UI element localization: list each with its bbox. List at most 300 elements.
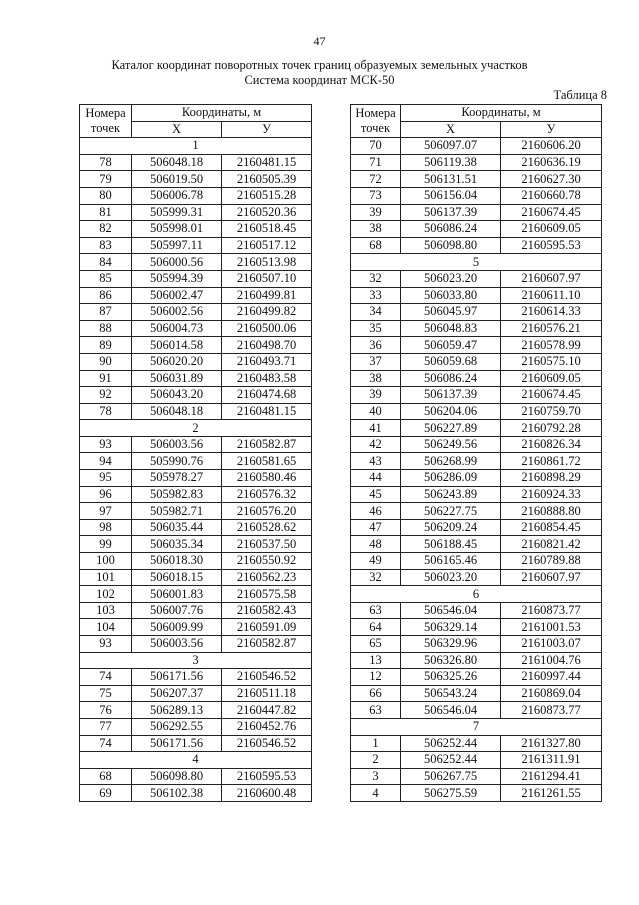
point-number-cell: 76 (80, 702, 132, 719)
y-header: У (222, 121, 312, 138)
x-coordinate-cell: 506252.44 (401, 735, 501, 752)
point-number-cell: 63 (351, 602, 401, 619)
y-coordinate-cell: 2160515.28 (222, 187, 312, 204)
y-coordinate-cell: 2160609.05 (501, 370, 602, 387)
y-coordinate-cell: 2160873.77 (501, 702, 602, 719)
y-coordinate-cell: 2160499.82 (222, 304, 312, 321)
table-row (351, 470, 602, 487)
x-coordinate-cell: 506031.89 (132, 370, 222, 387)
y-coordinate-cell: 2160789.88 (501, 553, 602, 570)
table-row (351, 237, 602, 254)
table-row (351, 752, 602, 769)
y-coordinate-cell: 2160997.44 (501, 669, 602, 686)
x-coordinate-cell: 506086.24 (401, 221, 501, 238)
y-coordinate-cell: 2160582.87 (222, 436, 312, 453)
table-row (351, 387, 602, 404)
point-number-cell: 81 (80, 204, 132, 221)
table-row (80, 154, 312, 171)
y-coordinate-cell: 2160674.45 (501, 387, 602, 404)
y-coordinate-cell: 2160481.15 (222, 154, 312, 171)
x-coordinate-cell: 506048.18 (132, 403, 222, 420)
table-body-left (80, 138, 312, 802)
x-coordinate-cell: 506098.80 (132, 768, 222, 785)
x-coordinate-cell: 506325.26 (401, 669, 501, 686)
x-coordinate-cell: 506002.56 (132, 304, 222, 321)
x-coordinate-cell: 506249.56 (401, 436, 501, 453)
table-row (80, 685, 312, 702)
y-coordinate-cell: 2160576.20 (222, 503, 312, 520)
table-row (80, 436, 312, 453)
x-coordinate-cell: 505982.83 (132, 486, 222, 503)
x-coordinate-cell: 506014.58 (132, 337, 222, 354)
point-number-cell: 104 (80, 619, 132, 636)
point-number-cell: 98 (80, 519, 132, 536)
y-coordinate-cell: 2160759.70 (501, 403, 602, 420)
point-number-cell: 32 (351, 270, 401, 287)
table-row (80, 669, 312, 686)
point-number-cell: 87 (80, 304, 132, 321)
x-coordinate-cell: 506156.04 (401, 187, 501, 204)
table-row (351, 503, 602, 520)
section-row (351, 586, 602, 603)
table-row (80, 602, 312, 619)
point-number-cell: 38 (351, 221, 401, 238)
y-coordinate-cell: 2160609.05 (501, 221, 602, 238)
x-coordinate-cell: 506171.56 (132, 735, 222, 752)
table-row (351, 702, 602, 719)
point-number-cell: 47 (351, 519, 401, 536)
y-coordinate-cell: 2160582.87 (222, 636, 312, 653)
point-number-cell: 93 (80, 636, 132, 653)
y-coordinate-cell: 2160826.34 (501, 436, 602, 453)
coordinates-table-left (79, 104, 312, 802)
x-coordinate-cell: 506171.56 (132, 669, 222, 686)
point-number-cell: 94 (80, 453, 132, 470)
y-coordinate-cell: 2160575.58 (222, 586, 312, 603)
point-number-cell: 91 (80, 370, 132, 387)
table-row (351, 138, 602, 155)
y-coordinate-cell: 2160660.78 (501, 187, 602, 204)
point-number-cell: 43 (351, 453, 401, 470)
y-coordinate-cell: 2160520.36 (222, 204, 312, 221)
x-coordinate-cell: 506001.83 (132, 586, 222, 603)
table-row (351, 304, 602, 321)
point-number-cell: 74 (80, 669, 132, 686)
x-coordinate-cell: 505994.39 (132, 270, 222, 287)
table-row (351, 685, 602, 702)
table-row (351, 171, 602, 188)
table-row (80, 569, 312, 586)
table-row (80, 503, 312, 520)
table-row (80, 619, 312, 636)
x-coordinate-cell: 506048.18 (132, 154, 222, 171)
point-number-cell: 13 (351, 652, 401, 669)
table-label: Таблица 8 (553, 88, 607, 102)
point-number-cell: 1 (351, 735, 401, 752)
y-coordinate-cell: 2160888.80 (501, 503, 602, 520)
point-number-cell: 73 (351, 187, 401, 204)
table-row (80, 768, 312, 785)
table-row (351, 287, 602, 304)
table-row (80, 254, 312, 271)
table-row (80, 785, 312, 802)
y-coordinate-cell: 2160582.43 (222, 602, 312, 619)
y-coordinate-cell: 2160550.92 (222, 553, 312, 570)
table-row (80, 370, 312, 387)
x-coordinate-cell: 506546.04 (401, 602, 501, 619)
table-row (351, 436, 602, 453)
points-header (351, 105, 401, 138)
point-number-cell: 71 (351, 154, 401, 171)
section-number: 3 (80, 652, 312, 669)
point-number-cell: 77 (80, 718, 132, 735)
y-coordinate-cell: 2161294.41 (501, 768, 602, 785)
x-coordinate-cell: 506267.75 (401, 768, 501, 785)
y-coordinate-cell: 2160576.21 (501, 320, 602, 337)
point-number-cell: 85 (80, 270, 132, 287)
x-coordinate-cell: 506048.83 (401, 320, 501, 337)
point-number-cell: 4 (351, 785, 401, 802)
table-row (351, 453, 602, 470)
y-coordinate-cell: 2160595.53 (222, 768, 312, 785)
points-header-line2: точек (90, 121, 121, 136)
point-number-cell: 78 (80, 154, 132, 171)
coordinates-header: Координаты, м (401, 105, 602, 122)
x-coordinate-cell: 506209.24 (401, 519, 501, 536)
x-coordinate-cell: 506546.04 (401, 702, 501, 719)
y-coordinate-cell: 2160562.23 (222, 569, 312, 586)
table-row (351, 320, 602, 337)
point-number-cell: 88 (80, 320, 132, 337)
section-number: 4 (80, 752, 312, 769)
y-coordinate-cell: 2160869.04 (501, 685, 602, 702)
point-number-cell: 2 (351, 752, 401, 769)
table-row (80, 237, 312, 254)
point-number-cell: 40 (351, 403, 401, 420)
y-coordinate-cell: 2160606.20 (501, 138, 602, 155)
y-coordinate-cell: 2160792.28 (501, 420, 602, 437)
x-coordinate-cell: 506137.39 (401, 387, 501, 404)
table-row (80, 171, 312, 188)
y-coordinate-cell: 2160898.29 (501, 470, 602, 487)
point-number-cell: 75 (80, 685, 132, 702)
table-row (80, 204, 312, 221)
point-number-cell: 80 (80, 187, 132, 204)
y-coordinate-cell: 2160507.10 (222, 270, 312, 287)
x-coordinate-cell: 506098.80 (401, 237, 501, 254)
x-coordinate-cell: 506023.20 (401, 569, 501, 586)
x-coordinate-cell: 505997.11 (132, 237, 222, 254)
point-number-cell: 101 (80, 569, 132, 586)
coordinate-system-title: Система координат МСК-50 (244, 73, 395, 87)
section-row (351, 254, 602, 271)
coordinates-table-right (350, 104, 602, 802)
table-row (80, 702, 312, 719)
table-row (80, 586, 312, 603)
table-row (80, 221, 312, 238)
section-row (351, 718, 602, 735)
x-coordinate-cell: 506252.44 (401, 752, 501, 769)
table-row (351, 486, 602, 503)
table-row (351, 768, 602, 785)
point-number-cell: 34 (351, 304, 401, 321)
y-coordinate-cell: 2161261.55 (501, 785, 602, 802)
point-number-cell: 72 (351, 171, 401, 188)
table-row (80, 187, 312, 204)
x-coordinate-cell: 506286.09 (401, 470, 501, 487)
point-number-cell: 103 (80, 602, 132, 619)
section-number: 5 (351, 254, 602, 271)
y-coordinate-cell: 2160499.81 (222, 287, 312, 304)
y-coordinate-cell: 2160474.68 (222, 387, 312, 404)
points-header (80, 105, 132, 138)
table-row (80, 320, 312, 337)
x-coordinate-cell: 506227.89 (401, 420, 501, 437)
point-number-cell: 38 (351, 370, 401, 387)
point-number-cell: 70 (351, 138, 401, 155)
point-number-cell: 45 (351, 486, 401, 503)
table-row (80, 636, 312, 653)
x-coordinate-cell: 506018.15 (132, 569, 222, 586)
y-header: У (501, 121, 602, 138)
table-row (80, 353, 312, 370)
x-coordinate-cell: 506020.20 (132, 353, 222, 370)
y-coordinate-cell: 2160513.98 (222, 254, 312, 271)
y-coordinate-cell: 2160578.99 (501, 337, 602, 354)
x-coordinate-cell: 506035.34 (132, 536, 222, 553)
point-number-cell: 49 (351, 553, 401, 570)
y-coordinate-cell: 2160483.58 (222, 370, 312, 387)
y-coordinate-cell: 2160591.09 (222, 619, 312, 636)
section-row (80, 752, 312, 769)
y-coordinate-cell: 2160537.50 (222, 536, 312, 553)
point-number-cell: 39 (351, 204, 401, 221)
y-coordinate-cell: 2160505.39 (222, 171, 312, 188)
point-number-cell: 32 (351, 569, 401, 586)
table-row (351, 553, 602, 570)
table-row (80, 403, 312, 420)
point-number-cell: 99 (80, 536, 132, 553)
point-number-cell: 89 (80, 337, 132, 354)
y-coordinate-cell: 2160873.77 (501, 602, 602, 619)
table-row (351, 785, 602, 802)
x-coordinate-cell: 506275.59 (401, 785, 501, 802)
table-row (80, 553, 312, 570)
section-number: 2 (80, 420, 312, 437)
y-coordinate-cell: 2160636.19 (501, 154, 602, 171)
section-row (80, 420, 312, 437)
point-number-cell: 83 (80, 237, 132, 254)
table-row (80, 470, 312, 487)
x-coordinate-cell: 506003.56 (132, 636, 222, 653)
coordinates-header: Координаты, м (132, 105, 312, 122)
table-row (80, 536, 312, 553)
table-row (351, 536, 602, 553)
catalog-title: Каталог координат поворотных точек границ образуемых земельных участков (111, 58, 528, 72)
y-coordinate-cell: 2160581.65 (222, 453, 312, 470)
x-coordinate-cell: 506137.39 (401, 204, 501, 221)
y-coordinate-cell: 2161001.53 (501, 619, 602, 636)
y-coordinate-cell: 2160546.52 (222, 669, 312, 686)
point-number-cell: 74 (80, 735, 132, 752)
y-coordinate-cell: 2161327.80 (501, 735, 602, 752)
x-coordinate-cell: 506003.56 (132, 436, 222, 453)
table-row (351, 370, 602, 387)
point-number-cell: 96 (80, 486, 132, 503)
x-coordinate-cell: 506043.20 (132, 387, 222, 404)
y-coordinate-cell: 2160500.06 (222, 320, 312, 337)
table-row (351, 669, 602, 686)
section-number: 6 (351, 586, 602, 603)
table-row (80, 718, 312, 735)
table-row (351, 187, 602, 204)
table-row (80, 735, 312, 752)
table-row (351, 154, 602, 171)
table-row (351, 569, 602, 586)
x-coordinate-cell: 506227.75 (401, 503, 501, 520)
point-number-cell: 92 (80, 387, 132, 404)
y-coordinate-cell: 2160861.72 (501, 453, 602, 470)
table-row (351, 204, 602, 221)
point-number-cell: 95 (80, 470, 132, 487)
x-coordinate-cell: 506329.14 (401, 619, 501, 636)
x-coordinate-cell: 506543.24 (401, 685, 501, 702)
y-coordinate-cell: 2160447.82 (222, 702, 312, 719)
y-coordinate-cell: 2161004.76 (501, 652, 602, 669)
point-number-cell: 39 (351, 387, 401, 404)
x-header: X (132, 121, 222, 138)
x-coordinate-cell: 506102.38 (132, 785, 222, 802)
table-row (351, 221, 602, 238)
y-coordinate-cell: 2160493.71 (222, 353, 312, 370)
point-number-cell: 64 (351, 619, 401, 636)
points-header-line1: Номера (355, 106, 396, 121)
table-row (80, 337, 312, 354)
y-coordinate-cell: 2160821.42 (501, 536, 602, 553)
x-coordinate-cell: 506292.55 (132, 718, 222, 735)
page-number: 47 (313, 34, 326, 48)
x-coordinate-cell: 506326.80 (401, 652, 501, 669)
point-number-cell: 86 (80, 287, 132, 304)
x-coordinate-cell: 506033.80 (401, 287, 501, 304)
y-coordinate-cell: 2160614.33 (501, 304, 602, 321)
table-row (351, 420, 602, 437)
x-coordinate-cell: 506165.46 (401, 553, 501, 570)
section-number: 1 (80, 138, 312, 155)
y-coordinate-cell: 2160600.48 (222, 785, 312, 802)
table-row (80, 304, 312, 321)
table-row (80, 270, 312, 287)
table-row (351, 337, 602, 354)
x-coordinate-cell: 505990.76 (132, 453, 222, 470)
x-coordinate-cell: 506023.20 (401, 270, 501, 287)
point-number-cell: 102 (80, 586, 132, 603)
x-coordinate-cell: 506000.56 (132, 254, 222, 271)
x-coordinate-cell: 506207.37 (132, 685, 222, 702)
y-coordinate-cell: 2160528.62 (222, 519, 312, 536)
y-coordinate-cell: 2160627.30 (501, 171, 602, 188)
x-coordinate-cell: 505998.01 (132, 221, 222, 238)
x-coordinate-cell: 506268.99 (401, 453, 501, 470)
point-number-cell: 37 (351, 353, 401, 370)
table-row (80, 486, 312, 503)
point-number-cell: 12 (351, 669, 401, 686)
x-coordinate-cell: 506035.44 (132, 519, 222, 536)
y-coordinate-cell: 2160546.52 (222, 735, 312, 752)
table-row (351, 403, 602, 420)
point-number-cell: 100 (80, 553, 132, 570)
x-coordinate-cell: 506009.99 (132, 619, 222, 636)
point-number-cell: 69 (80, 785, 132, 802)
points-header-line1: Номера (85, 106, 126, 121)
y-coordinate-cell: 2160607.97 (501, 569, 602, 586)
x-coordinate-cell: 506059.47 (401, 337, 501, 354)
point-number-cell: 79 (80, 171, 132, 188)
point-number-cell: 63 (351, 702, 401, 719)
table-row (80, 453, 312, 470)
x-coordinate-cell: 505982.71 (132, 503, 222, 520)
section-row (80, 138, 312, 155)
point-number-cell: 36 (351, 337, 401, 354)
y-coordinate-cell: 2160595.53 (501, 237, 602, 254)
table-row (351, 519, 602, 536)
point-number-cell: 65 (351, 636, 401, 653)
point-number-cell: 68 (80, 768, 132, 785)
point-number-cell: 41 (351, 420, 401, 437)
x-coordinate-cell: 505999.31 (132, 204, 222, 221)
x-coordinate-cell: 506243.89 (401, 486, 501, 503)
point-number-cell: 3 (351, 768, 401, 785)
point-number-cell: 66 (351, 685, 401, 702)
x-coordinate-cell: 506045.97 (401, 304, 501, 321)
point-number-cell: 82 (80, 221, 132, 238)
table-row (80, 287, 312, 304)
x-coordinate-cell: 506018.30 (132, 553, 222, 570)
y-coordinate-cell: 2160924.33 (501, 486, 602, 503)
point-number-cell: 33 (351, 287, 401, 304)
y-coordinate-cell: 2160580.46 (222, 470, 312, 487)
x-coordinate-cell: 505978.27 (132, 470, 222, 487)
x-coordinate-cell: 506289.13 (132, 702, 222, 719)
y-coordinate-cell: 2160854.45 (501, 519, 602, 536)
point-number-cell: 48 (351, 536, 401, 553)
table-row (351, 735, 602, 752)
y-coordinate-cell: 2160518.45 (222, 221, 312, 238)
y-coordinate-cell: 2160611.10 (501, 287, 602, 304)
points-header-line2: точек (360, 121, 391, 136)
y-coordinate-cell: 2160576.32 (222, 486, 312, 503)
y-coordinate-cell: 2160498.70 (222, 337, 312, 354)
point-number-cell: 68 (351, 237, 401, 254)
point-number-cell: 46 (351, 503, 401, 520)
table-row (351, 353, 602, 370)
y-coordinate-cell: 2161311.91 (501, 752, 602, 769)
point-number-cell: 44 (351, 470, 401, 487)
y-coordinate-cell: 2160452.76 (222, 718, 312, 735)
section-number: 7 (351, 718, 602, 735)
x-coordinate-cell: 506097.07 (401, 138, 501, 155)
x-coordinate-cell: 506188.45 (401, 536, 501, 553)
y-coordinate-cell: 2160511.18 (222, 685, 312, 702)
x-coordinate-cell: 506059.68 (401, 353, 501, 370)
x-coordinate-cell: 506086.24 (401, 370, 501, 387)
x-coordinate-cell: 506119.38 (401, 154, 501, 171)
point-number-cell: 93 (80, 436, 132, 453)
y-coordinate-cell: 2160481.15 (222, 403, 312, 420)
table-row (80, 519, 312, 536)
point-number-cell: 78 (80, 403, 132, 420)
x-coordinate-cell: 506007.76 (132, 602, 222, 619)
